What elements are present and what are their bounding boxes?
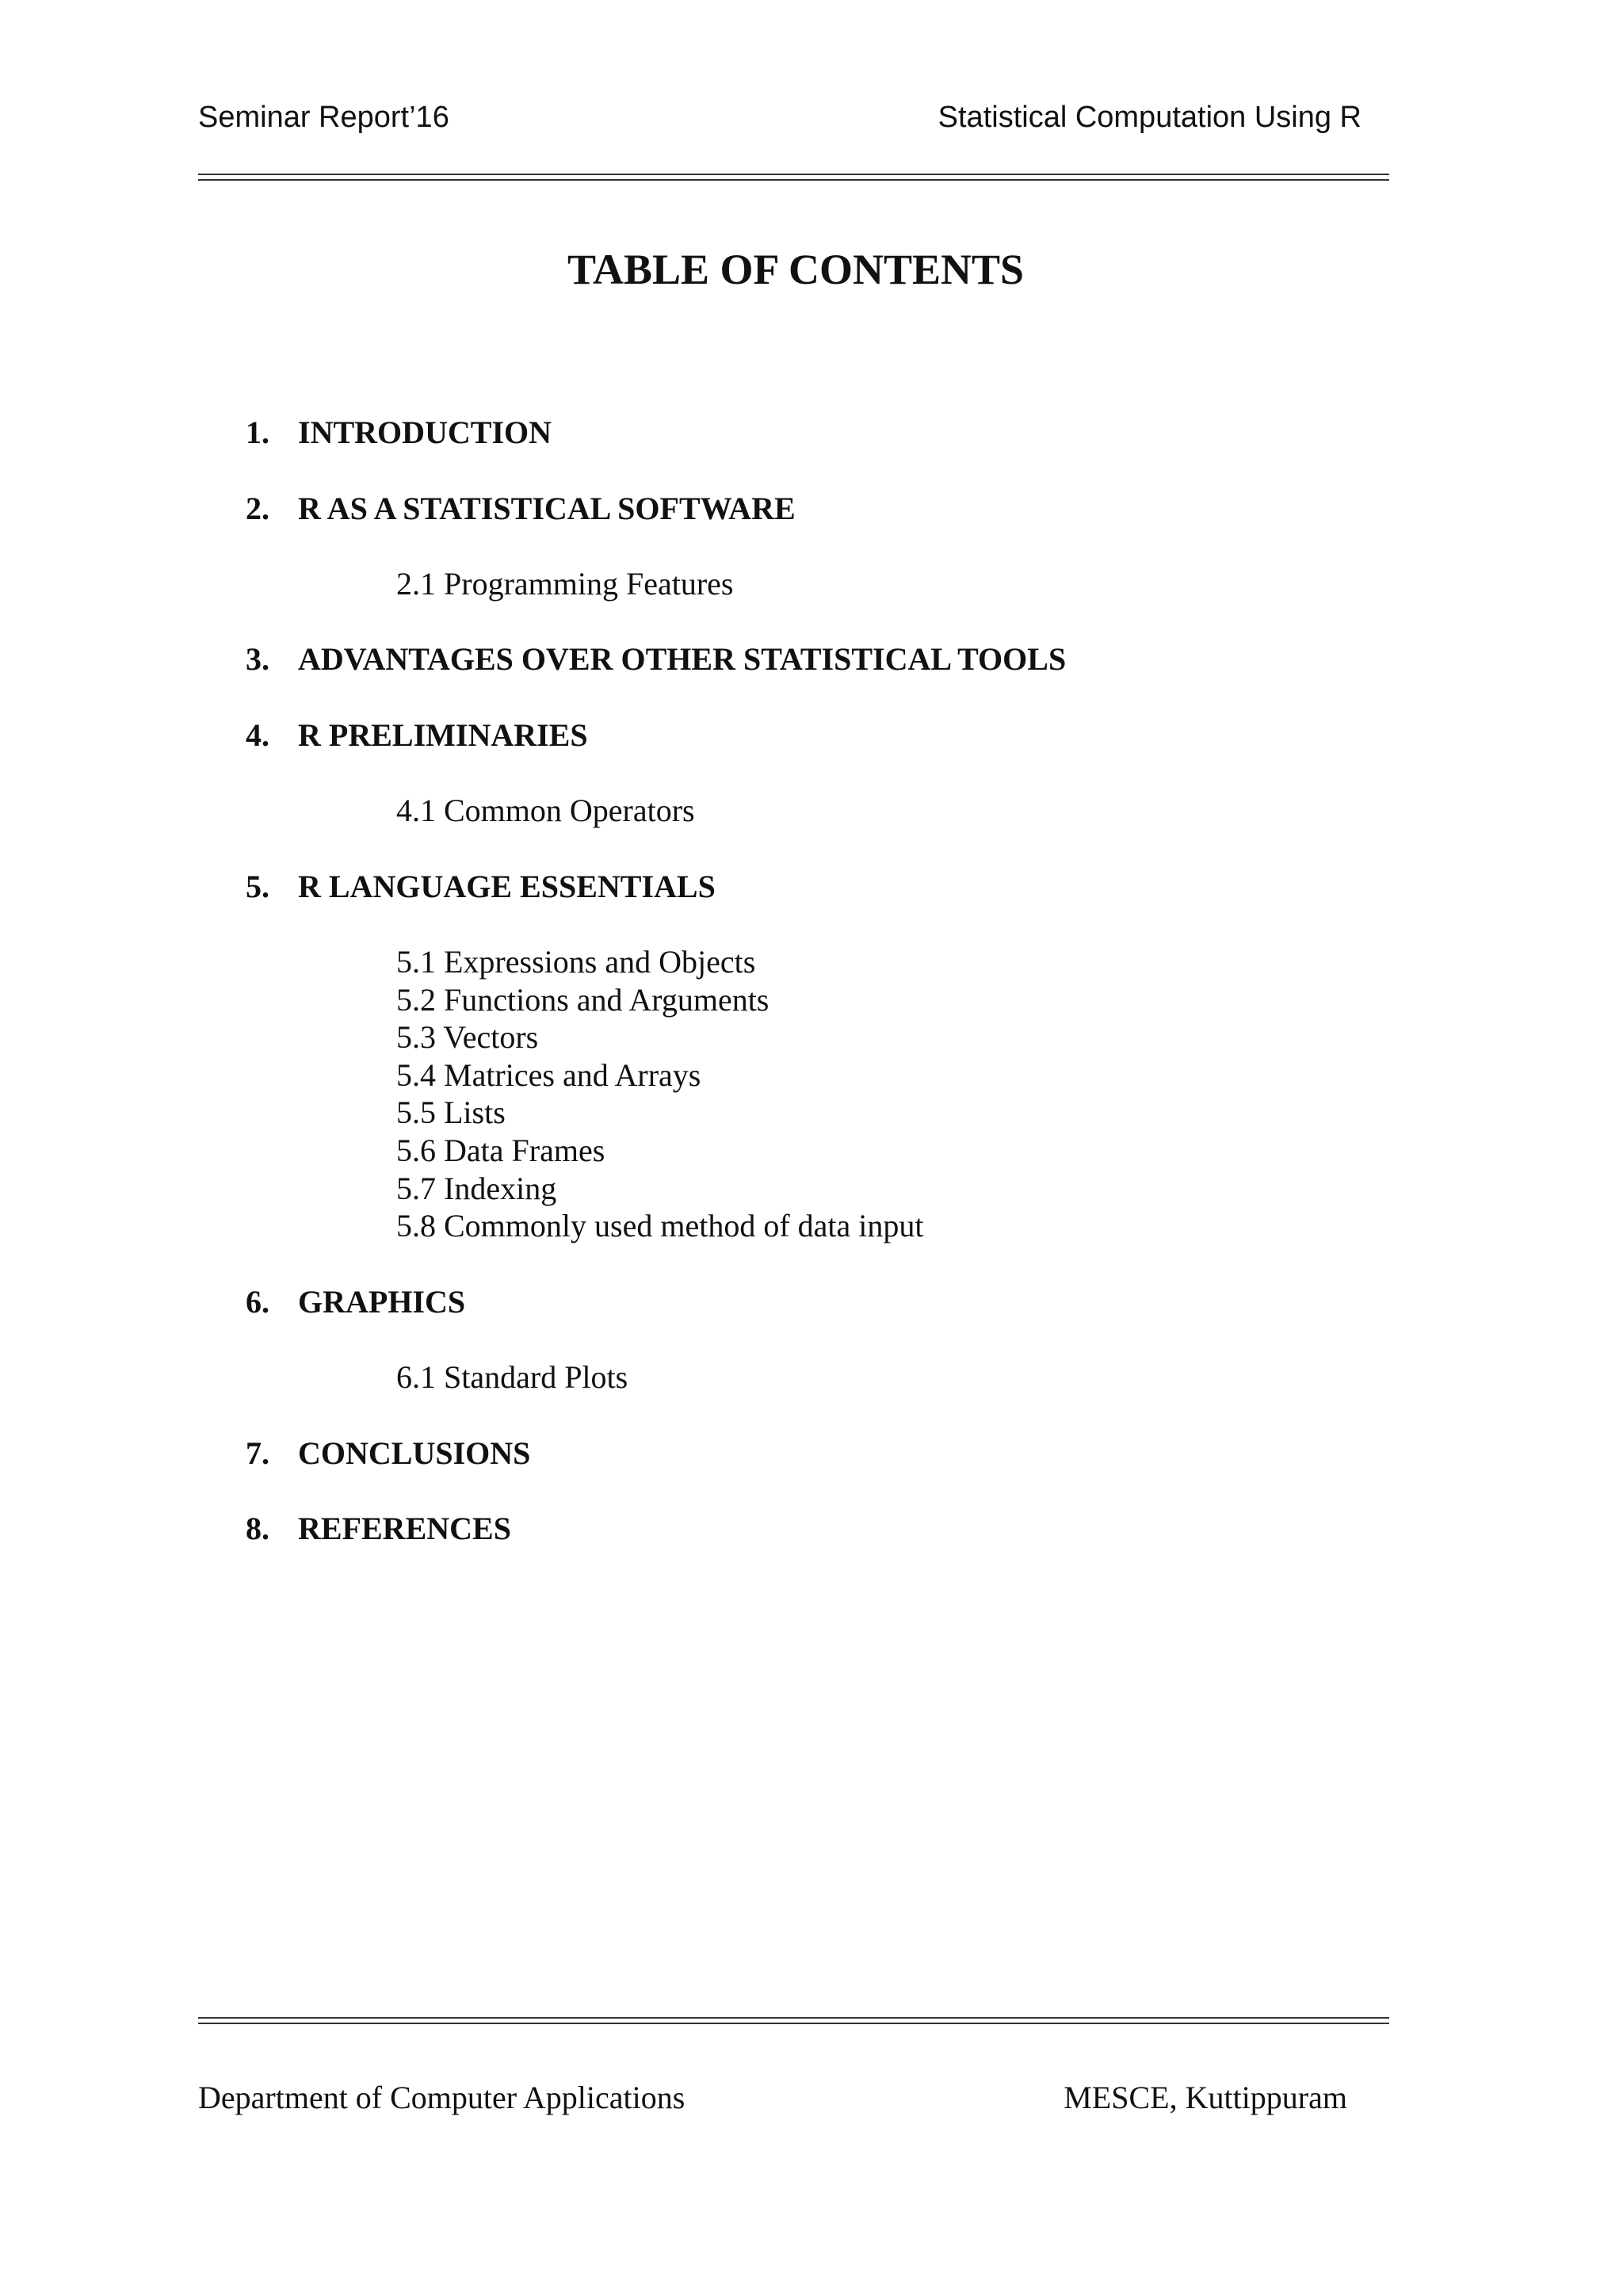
toc-number: 5. (246, 869, 269, 904)
toc-label: GRAPHICS (298, 1284, 466, 1320)
toc-label: R LANGUAGE ESSENTIALS (298, 869, 716, 904)
toc-label: ADVANTAGES OVER OTHER STATISTICAL TOOLS (298, 641, 1067, 677)
toc-number: 4. (246, 717, 269, 753)
toc-entry-references (246, 1510, 511, 1548)
footer-institution: MESCE, Kuttippuram (1064, 2080, 1347, 2115)
toc-entry-preliminaries (246, 716, 588, 755)
toc-subentry-expressions-objects: 5.1 Expressions and Objects (396, 944, 756, 980)
toc-subentry-functions-arguments: 5.2 Functions and Arguments (396, 982, 769, 1018)
toc-subentry-data-frames: 5.6 Data Frames (396, 1133, 605, 1168)
page-title: TABLE OF CONTENTS (567, 246, 1025, 293)
toc-subentry-matrices-arrays: 5.4 Matrices and Arrays (396, 1057, 701, 1093)
toc-number: 1. (246, 415, 269, 450)
toc-entry-graphics (246, 1283, 465, 1321)
toc-label: REFERENCES (298, 1511, 511, 1546)
toc-subentry-data-input: 5.8 Commonly used method of data input (396, 1208, 924, 1244)
toc-number: 8. (246, 1511, 269, 1546)
toc-label: R PRELIMINARIES (298, 717, 588, 753)
toc-entry-advantages (246, 640, 1066, 678)
toc-entry-statistical-software (246, 490, 796, 528)
toc-subentry-indexing: 5.7 Indexing (396, 1171, 557, 1206)
toc-entry-language-essentials (246, 868, 716, 906)
toc-number: 2. (246, 491, 269, 526)
toc-number: 3. (246, 641, 269, 677)
toc-subentry-programming-features: 2.1 Programming Features (396, 566, 734, 602)
toc-entry-introduction (246, 414, 552, 452)
toc-label: R AS A STATISTICAL SOFTWARE (298, 491, 796, 526)
toc-subentry-lists: 5.5 Lists (396, 1095, 506, 1130)
toc-entry-conclusions (246, 1435, 530, 1473)
toc-subentry-standard-plots: 6.1 Standard Plots (396, 1359, 628, 1395)
toc-number: 6. (246, 1284, 269, 1320)
footer-divider (198, 2017, 1389, 2024)
header-divider (198, 174, 1389, 181)
header-report-label: Seminar Report’16 (198, 101, 449, 134)
toc-label: INTRODUCTION (298, 415, 552, 450)
toc-subentry-vectors: 5.3 Vectors (396, 1019, 539, 1055)
toc-label: CONCLUSIONS (298, 1435, 531, 1471)
toc-number: 7. (246, 1435, 269, 1471)
footer-department: Department of Computer Applications (198, 2080, 685, 2115)
header-topic-title: Statistical Computation Using R (938, 101, 1361, 134)
toc-subentry-common-operators: 4.1 Common Operators (396, 793, 695, 828)
